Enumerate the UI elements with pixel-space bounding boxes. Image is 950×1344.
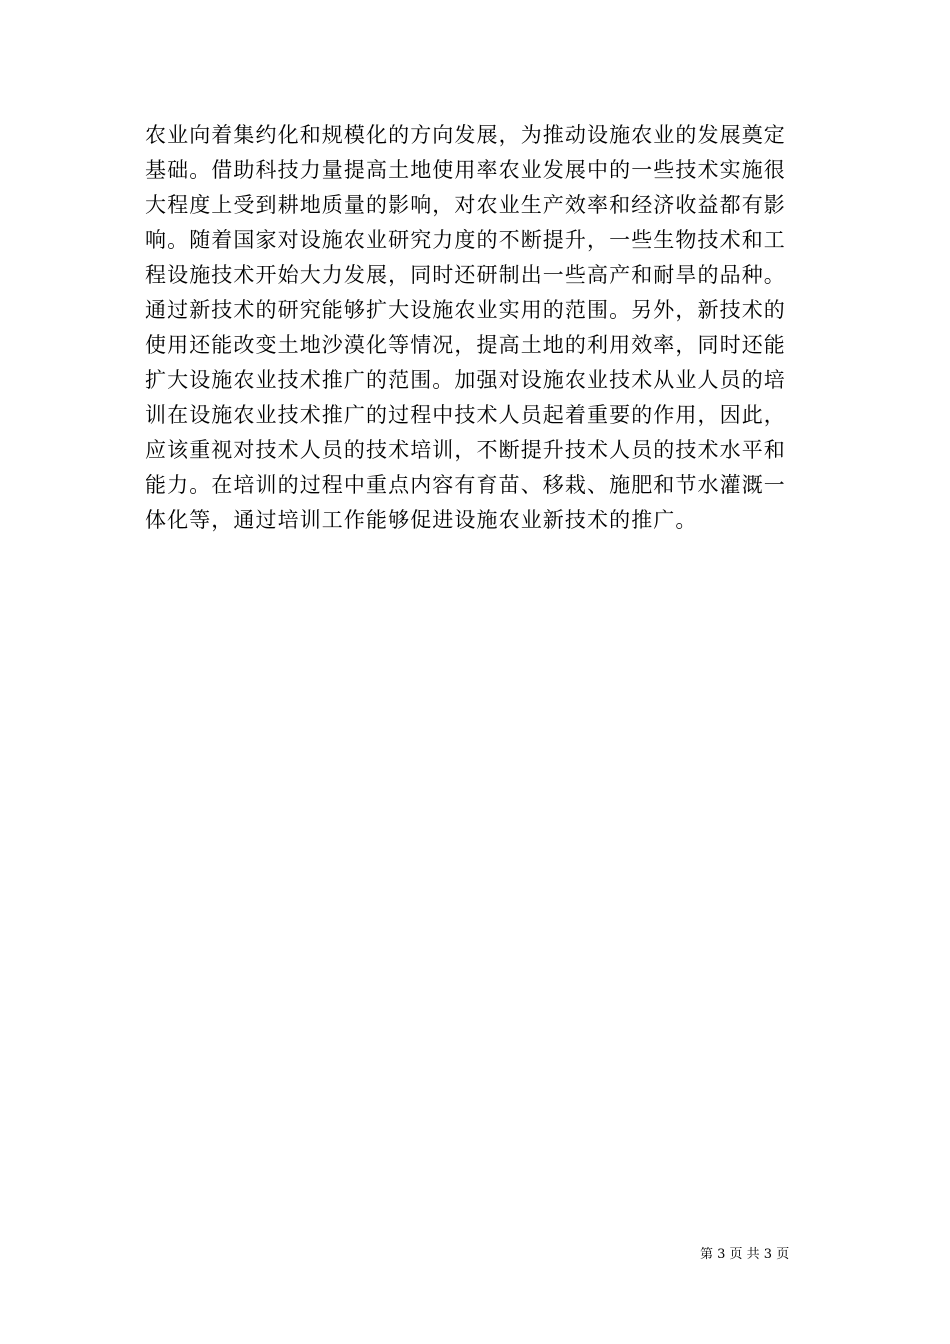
- paragraph-line: 使用还能改变土地沙漠化等情况，提高土地的利用效率，同时还能: [145, 333, 786, 357]
- paragraph-line: 训在设施农业技术推广的过程中技术人员起着重要的作用，因此，: [145, 403, 786, 427]
- paragraph-line: 通过新技术的研究能够扩大设施农业实用的范围。另外，新技术的: [145, 298, 786, 322]
- paragraph-line: 农业向着集约化和规模化的方向发展，为推动设施农业的发展奠定: [145, 123, 786, 147]
- paragraph-line: 程设施技术开始大力发展，同时还研制出一些高产和耐旱的品种。: [145, 263, 786, 287]
- body-paragraph: [145, 118, 810, 538]
- page-number-footer: 第 3 页 共 3 页: [700, 1247, 790, 1262]
- paragraph-line: 大程度上受到耕地质量的影响，对农业生产效率和经济收益都有影: [145, 193, 786, 217]
- paragraph-line: 体化等，通过培训工作能够促进设施农业新技术的推广。: [145, 508, 698, 532]
- paragraph-line: 能力。在培训的过程中重点内容有育苗、移栽、施肥和节水灌溉一: [145, 473, 786, 497]
- paragraph-line: 响。随着国家对设施农业研究力度的不断提升，一些生物技术和工: [145, 228, 786, 252]
- paragraph-line: 基础。借助科技力量提高土地使用率农业发展中的一些技术实施很: [145, 158, 786, 182]
- paragraph-line: 扩大设施农业技术推广的范围。加强对设施农业技术从业人员的培: [145, 368, 786, 392]
- paragraph-line: 应该重视对技术人员的技术培训，不断提升技术人员的技术水平和: [145, 438, 786, 462]
